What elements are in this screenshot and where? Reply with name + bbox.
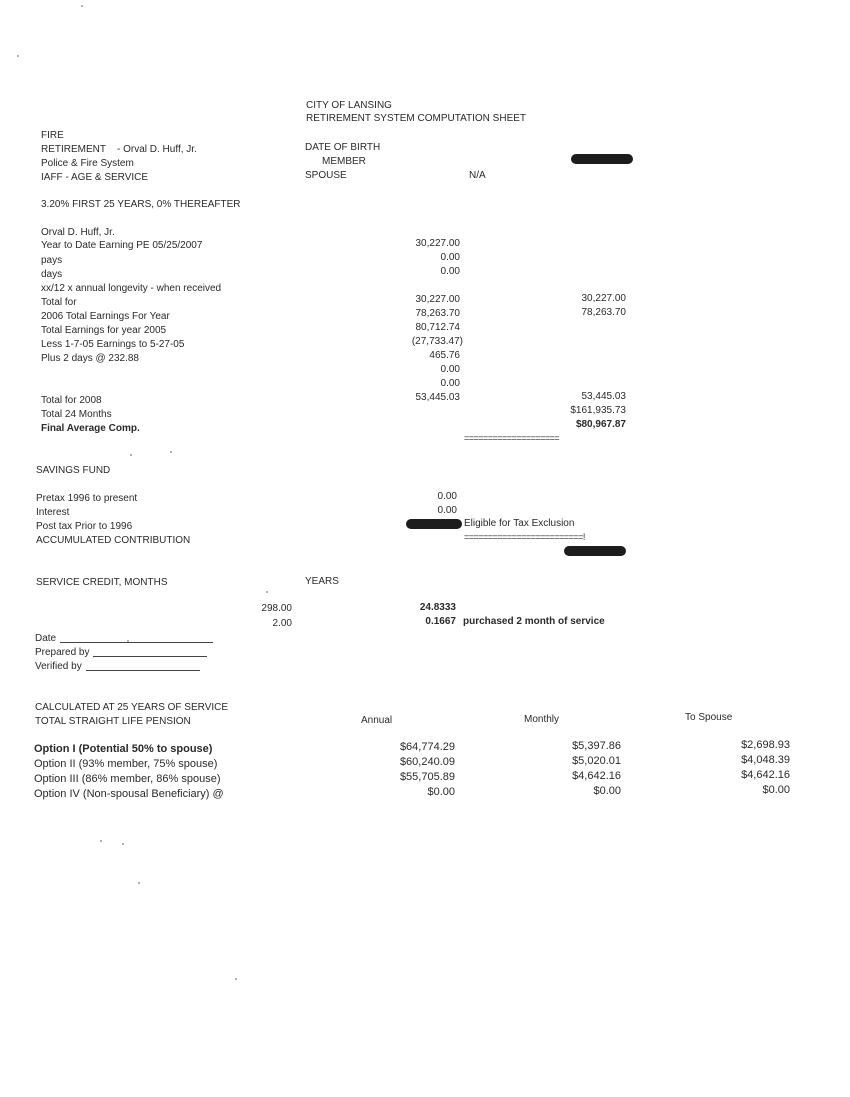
earnings-label: 2006 Total Earnings For Year xyxy=(41,311,170,322)
option-to-spouse: $0.00 xyxy=(762,784,790,796)
option-annual: $0.00 xyxy=(427,786,455,798)
interest-value: 0.00 xyxy=(437,505,457,516)
total-2008-col2: 53,445.03 xyxy=(581,391,626,402)
date-label: Date xyxy=(35,633,57,644)
earnings-label: pays xyxy=(41,255,63,266)
scan-speck xyxy=(138,882,140,884)
earnings-label: days xyxy=(41,269,63,280)
earnings-label: xx/12 x annual longevity - when received xyxy=(41,283,222,294)
scan-speck xyxy=(122,843,124,845)
pretax-value: 0.00 xyxy=(437,491,457,502)
verified-by-signature-line xyxy=(86,670,200,671)
option-monthly: $5,020.01 xyxy=(572,755,621,767)
total-separator: ==================== xyxy=(464,433,560,443)
earnings-col2: 78,263.70 xyxy=(581,307,626,318)
option-to-spouse: $4,048.39 xyxy=(741,754,790,766)
scan-speck xyxy=(17,55,19,57)
earnings-label: Plus 2 days @ 232.88 xyxy=(41,353,139,364)
final-average-comp-value: $80,967.87 xyxy=(575,419,626,430)
savings-separator: =========================! xyxy=(464,532,585,542)
earnings-col1: (27,733.47) xyxy=(411,336,463,347)
spouse-dob-value: N/A xyxy=(469,170,486,181)
total-2008-label: Total for 2008 xyxy=(41,395,102,406)
date-signature-line xyxy=(60,642,213,643)
scan-speck xyxy=(100,840,102,842)
verified-by-label: Verified by xyxy=(35,661,82,672)
benefit-formula: 3.20% FIRST 25 YEARS, 0% THEREAFTER xyxy=(41,199,241,210)
option-monthly: $5,397.86 xyxy=(572,740,621,752)
posttax-label: Post tax Prior to 1996 xyxy=(36,521,133,532)
earnings-col1: 0.00 xyxy=(440,266,460,277)
option-label: Option III (86% member, 86% spouse) xyxy=(34,773,221,785)
scan-speck xyxy=(235,978,237,980)
retiree-name: - Orval D. Huff, Jr. xyxy=(117,144,197,155)
date-of-birth-title: DATE OF BIRTH xyxy=(305,142,381,153)
spouse-label: SPOUSE xyxy=(305,170,347,181)
sheet-title: RETIREMENT SYSTEM COMPUTATION SHEET xyxy=(306,113,527,124)
service-years: 0.1667 xyxy=(425,616,456,627)
prepared-by-signature-line xyxy=(93,656,207,657)
plan-type: IAFF - AGE & SERVICE xyxy=(41,172,149,183)
service-months: 298.00 xyxy=(261,603,292,614)
member-name: Orval D. Huff, Jr. xyxy=(41,227,115,238)
total-24-months-label: Total 24 Months xyxy=(41,409,112,420)
total-pension-label: TOTAL STRAIGHT LIFE PENSION xyxy=(35,716,191,727)
scan-speck xyxy=(170,451,172,453)
system-name: Police & Fire System xyxy=(41,158,134,169)
option-annual: $64,774.29 xyxy=(399,741,455,753)
total-24-months-value: $161,935.73 xyxy=(570,405,626,416)
calculation-basis: CALCULATED AT 25 YEARS OF SERVICE xyxy=(35,702,229,713)
option-annual: $60,240.09 xyxy=(399,756,455,768)
scan-speck xyxy=(81,5,83,7)
service-credit-title: SERVICE CREDIT, MONTHS xyxy=(36,577,168,588)
earnings-col2: 30,227.00 xyxy=(581,293,626,304)
interest-label: Interest xyxy=(36,507,70,518)
member-label: MEMBER xyxy=(322,156,366,167)
option-monthly: $0.00 xyxy=(593,785,621,797)
scan-speck xyxy=(127,640,129,642)
purchased-service-note: purchased 2 month of service xyxy=(463,616,605,627)
final-average-comp-label: Final Average Comp. xyxy=(41,423,140,434)
department: FIRE xyxy=(41,130,64,141)
option-to-spouse: $4,642.16 xyxy=(741,769,790,781)
accumulated-contribution-label: ACCUMULATED CONTRIBUTION xyxy=(36,535,191,546)
savings-fund-title: SAVINGS FUND xyxy=(36,465,111,476)
redaction-mark xyxy=(406,519,462,529)
earnings-label: Total Earnings for year 2005 xyxy=(41,325,167,336)
service-years: 24.8333 xyxy=(419,602,456,613)
pretax-label: Pretax 1996 to present xyxy=(36,493,138,504)
tax-exclusion-note: Eligible for Tax Exclusion xyxy=(464,518,575,529)
redaction-mark xyxy=(564,546,626,556)
option-to-spouse: $2,698.93 xyxy=(741,739,790,751)
option-monthly: $4,642.16 xyxy=(572,770,621,782)
earnings-col1: 0.00 xyxy=(440,378,460,389)
earnings-col1: 30,227.00 xyxy=(415,238,460,249)
years-label: YEARS xyxy=(305,576,339,587)
earnings-label: Year to Date Earning PE 05/25/2007 xyxy=(41,240,203,251)
earnings-col1: 0.00 xyxy=(440,364,460,375)
earnings-label: Less 1-7-05 Earnings to 5-27-05 xyxy=(41,339,185,350)
earnings-label: Total for xyxy=(41,297,77,308)
earnings-col1: 465.76 xyxy=(429,350,460,361)
earnings-col1: 0.00 xyxy=(440,252,460,263)
scan-speck xyxy=(130,454,132,456)
scan-speck xyxy=(266,591,268,593)
retirement-label: RETIREMENT xyxy=(41,144,106,155)
option-label: Option I (Potential 50% to spouse) xyxy=(34,743,213,755)
redaction-mark xyxy=(571,154,633,164)
total-2008-col1: 53,445.03 xyxy=(415,392,460,403)
earnings-col1: 30,227.00 xyxy=(415,294,460,305)
option-label: Option II (93% member, 75% spouse) xyxy=(34,758,218,770)
prepared-by-label: Prepared by xyxy=(35,647,90,658)
monthly-column-header: Monthly xyxy=(524,714,560,725)
service-months: 2.00 xyxy=(272,618,292,629)
earnings-col1: 80,712.74 xyxy=(415,322,460,333)
earnings-col1: 78,263.70 xyxy=(415,308,460,319)
city-name: CITY OF LANSING xyxy=(306,100,392,111)
annual-column-header: Annual xyxy=(361,715,393,726)
to-spouse-column-header: To Spouse xyxy=(685,712,733,723)
option-annual: $55,705.89 xyxy=(399,771,455,783)
option-label: Option IV (Non-spousal Beneficiary) @ xyxy=(34,788,224,800)
